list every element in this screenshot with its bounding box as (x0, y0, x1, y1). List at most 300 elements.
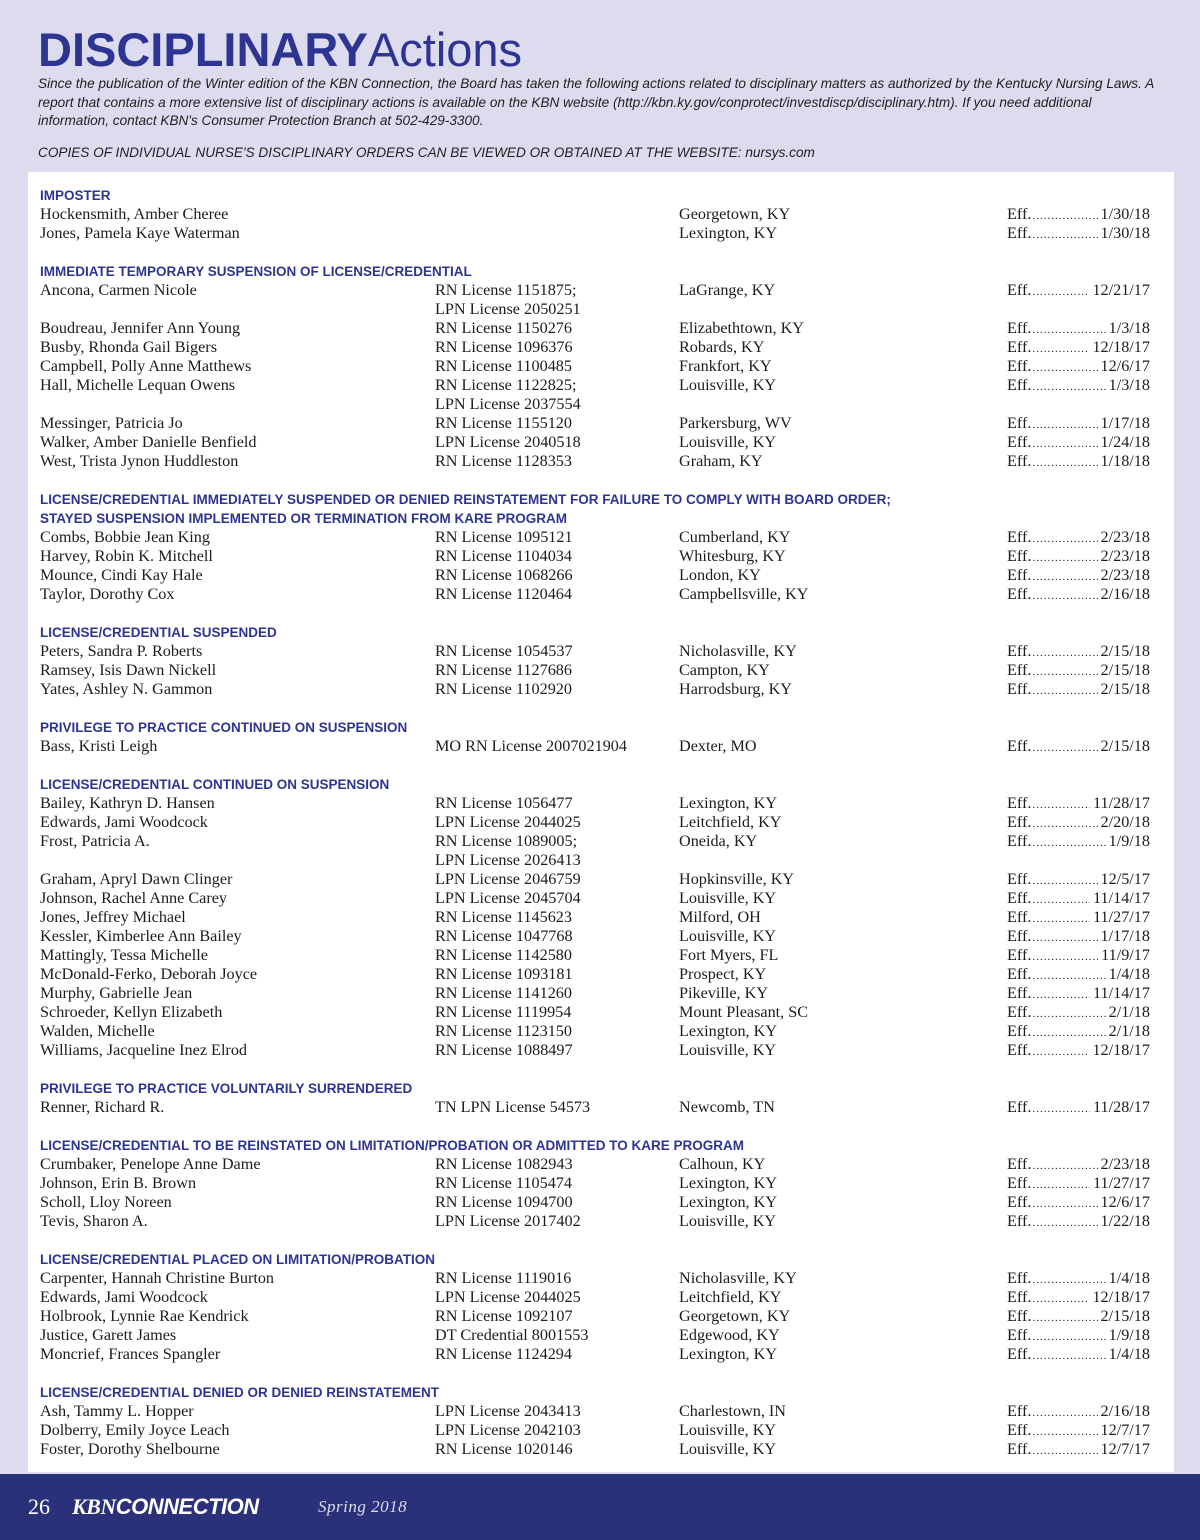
license-number: RN License 1122825; (435, 376, 577, 394)
nurse-name: Scholl, Lloy Noreen (40, 1193, 172, 1211)
location: Nicholasville, KY (679, 642, 797, 660)
license-number: RN License 1124294 (435, 1345, 572, 1363)
effective-date-value: 2/20/18 (1100, 813, 1150, 831)
section-spacer (40, 1364, 1150, 1383)
nurse-name: Mounce, Cindi Kay Hale (40, 566, 203, 584)
effective-date-value: 2/23/18 (1100, 566, 1150, 584)
dot-leader (1031, 452, 1097, 474)
nurse-name: Frost, Patricia A. (40, 832, 150, 850)
effective-label: Eff. (1007, 661, 1032, 679)
effective-date-value: 2/15/18 (1100, 1307, 1150, 1325)
nurse-name: Murphy, Gabrielle Jean (40, 984, 193, 1002)
location: Hopkinsville, KY (679, 870, 795, 888)
location: London, KY (679, 566, 761, 584)
effective-date-value: 12/18/17 (1092, 338, 1150, 356)
copies-note: COPIES OF INDIVIDUAL NURSE'S DISCIPLINARY ORDERS CAN BE VIEWED OR OBTAINED AT THE WEBSITE: nursys.com (38, 145, 815, 160)
license-number: LPN License 2040518 (435, 433, 581, 451)
effective-date-value: 12/18/17 (1092, 1041, 1150, 1059)
list-item (40, 433, 1150, 452)
effective-date-value: 1/4/18 (1108, 965, 1150, 983)
list-item (40, 319, 1150, 338)
nurse-name: Messinger, Patricia Jo (40, 414, 183, 432)
effective-label: Eff. (1007, 680, 1032, 698)
license-number: RN License 1093181 (435, 965, 573, 983)
license-number: RN License 1047768 (435, 927, 573, 945)
list-item (40, 281, 1150, 300)
nurse-name: Taylor, Dorothy Cox (40, 585, 175, 603)
section-title: PRIVILEGE TO PRACTICE CONTINUED ON SUSPENSION (40, 720, 408, 735)
nurse-name: Walden, Michelle (40, 1022, 155, 1040)
effective-date-value: 2/15/18 (1100, 642, 1150, 660)
effective-label: Eff. (1007, 224, 1032, 242)
nurse-name: Carpenter, Hannah Christine Burton (40, 1269, 275, 1287)
nurse-name: Peters, Sandra P. Roberts (40, 642, 203, 660)
license-number: LPN License 2042103 (435, 1421, 581, 1439)
nurse-name: Edwards, Jami Woodcock (40, 1288, 208, 1306)
effective-label: Eff. (1007, 832, 1032, 850)
effective-date-value: 2/15/18 (1100, 737, 1150, 755)
list-item (40, 338, 1150, 357)
nurse-name: Mattingly, Tessa Michelle (40, 946, 208, 964)
effective-date-value: 1/30/18 (1100, 205, 1150, 223)
license-number: LPN License 2026413 (435, 851, 581, 869)
license-number: RN License 1095121 (435, 528, 573, 546)
nurse-name: Combs, Bobbie Jean King (40, 528, 210, 546)
effective-label: Eff. (1007, 1212, 1032, 1230)
license-number: RN License 1141260 (435, 984, 572, 1002)
effective-date-value: 2/16/18 (1100, 1402, 1150, 1420)
section-title: IMMEDIATE TEMPORARY SUSPENSION OF LICENSE/CREDENTIAL (40, 264, 472, 279)
license-number: RN License 1145623 (435, 908, 572, 926)
list-item (40, 528, 1150, 547)
effective-label: Eff. (1007, 870, 1032, 888)
license-number: RN License 1068266 (435, 566, 573, 584)
license-number: RN License 1102920 (435, 680, 572, 698)
location: Georgetown, KY (679, 1307, 791, 1325)
nurse-name: Graham, Apryl Dawn Clinger (40, 870, 233, 888)
nurse-name: Ancona, Carmen Nicole (40, 281, 197, 299)
location: Calhoun, KY (679, 1155, 766, 1173)
effective-label: Eff. (1007, 927, 1032, 945)
location: Mount Pleasant, SC (679, 1003, 809, 1021)
list-item (40, 642, 1150, 661)
dot-leader (1031, 224, 1097, 246)
effective-label: Eff. (1007, 376, 1032, 394)
section-title: PRIVILEGE TO PRACTICE VOLUNTARILY SURRENDERED (40, 1081, 413, 1096)
nurse-name: Dolberry, Emily Joyce Leach (40, 1421, 230, 1439)
list-item (40, 566, 1150, 585)
section-spacer (40, 1231, 1150, 1250)
location: Pikeville, KY (679, 984, 769, 1002)
title-light: Actions (367, 23, 523, 76)
nurse-name: Ramsey, Isis Dawn Nickell (40, 661, 217, 679)
section-spacer (40, 471, 1150, 490)
nurse-name: Renner, Richard R. (40, 1098, 165, 1116)
nurse-name: Johnson, Erin B. Brown (40, 1174, 197, 1192)
license-number: RN License 1100485 (435, 357, 572, 375)
nurse-name: Bailey, Kathryn D. Hansen (40, 794, 215, 812)
license-number: LPN License 2044025 (435, 1288, 581, 1306)
effective-date-value: 1/3/18 (1108, 319, 1150, 337)
license-number: RN License 1142580 (435, 946, 572, 964)
effective-date (1007, 1212, 1150, 1234)
title-bold: DISCIPLINARY (38, 23, 368, 76)
location: Lexington, KY (679, 224, 778, 242)
license-number: RN License 1094700 (435, 1193, 573, 1211)
license-number: TN LPN License 54573 (435, 1098, 591, 1116)
license-number: LPN License 2045704 (435, 889, 581, 907)
effective-label: Eff. (1007, 281, 1032, 299)
effective-label: Eff. (1007, 813, 1032, 831)
effective-label: Eff. (1007, 642, 1032, 660)
page-number: 26 (28, 1494, 50, 1519)
location: Louisville, KY (679, 927, 777, 945)
location: Louisville, KY (679, 1212, 777, 1230)
nurse-name: Campbell, Polly Anne Matthews (40, 357, 252, 375)
effective-date-value: 11/14/17 (1093, 889, 1150, 907)
list-item (40, 832, 1150, 851)
effective-date-value: 2/15/18 (1100, 661, 1150, 679)
location: Louisville, KY (679, 376, 777, 394)
effective-date (1007, 1440, 1150, 1462)
dot-leader (1031, 1041, 1089, 1063)
license-number: DT Credential 8001553 (435, 1326, 589, 1344)
license-number: RN License 1127686 (435, 661, 572, 679)
dot-leader (1031, 1098, 1090, 1120)
location: LaGrange, KY (679, 281, 776, 299)
effective-date-value: 1/24/18 (1100, 433, 1150, 451)
effective-label: Eff. (1007, 1326, 1032, 1344)
effective-date (1007, 452, 1150, 474)
license-number: MO RN License 2007021904 (435, 737, 627, 755)
location: Oneida, KY (679, 832, 758, 850)
location: Louisville, KY (679, 433, 777, 451)
effective-label: Eff. (1007, 1402, 1032, 1420)
nurse-name: Jones, Pamela Kaye Waterman (40, 224, 240, 242)
license-number: RN License 1092107 (435, 1307, 573, 1325)
list-item (40, 1307, 1150, 1326)
section-spacer (40, 699, 1150, 718)
location: Frankfort, KY (679, 357, 772, 375)
section-spacer (40, 1117, 1150, 1136)
effective-date-value: 2/16/18 (1100, 585, 1150, 603)
location: Cumberland, KY (679, 528, 791, 546)
effective-label: Eff. (1007, 1421, 1032, 1439)
effective-label: Eff. (1007, 338, 1032, 356)
list-item (40, 1345, 1150, 1364)
dot-leader (1031, 680, 1097, 702)
nurse-name: Bass, Kristi Leigh (40, 737, 158, 755)
location: Edgewood, KY (679, 1326, 780, 1344)
effective-label: Eff. (1007, 965, 1032, 983)
effective-date-value: 12/6/17 (1100, 1193, 1150, 1211)
location: Lexington, KY (679, 1345, 778, 1363)
location: Newcomb, TN (679, 1098, 775, 1116)
license-number: RN License 1155120 (435, 414, 572, 432)
effective-label: Eff. (1007, 908, 1032, 926)
effective-date-value: 1/4/18 (1108, 1345, 1150, 1363)
list-item (40, 1326, 1150, 1345)
effective-label: Eff. (1007, 1345, 1032, 1363)
effective-label: Eff. (1007, 1288, 1032, 1306)
effective-date-value: 1/4/18 (1108, 1269, 1150, 1287)
effective-date-value: 1/9/18 (1108, 1326, 1150, 1344)
license-number: LPN License 2017402 (435, 1212, 581, 1230)
list-item (40, 300, 1150, 319)
effective-label: Eff. (1007, 794, 1032, 812)
effective-label: Eff. (1007, 737, 1032, 755)
effective-date-value: 12/7/17 (1100, 1421, 1150, 1439)
license-number: LPN License 2046759 (435, 870, 581, 888)
effective-date-value: 1/17/18 (1100, 414, 1150, 432)
list-item (40, 395, 1150, 414)
dot-leader (1031, 585, 1097, 607)
effective-date-value: 11/28/17 (1093, 1098, 1150, 1116)
location: Louisville, KY (679, 889, 777, 907)
license-number: RN License 1104034 (435, 547, 572, 565)
license-number: LPN License 2050251 (435, 300, 581, 318)
effective-label: Eff. (1007, 946, 1032, 964)
effective-label: Eff. (1007, 357, 1032, 375)
nurse-name: Justice, Garett James (40, 1326, 177, 1344)
section-title: LICENSE/CREDENTIAL IMMEDIATELY SUSPENDED OR DENIED REINSTATEMENT FOR FAILURE TO COMPLY WITH BOARD ORDER; (40, 492, 891, 507)
list-item (40, 1212, 1150, 1231)
effective-label: Eff. (1007, 889, 1032, 907)
list-item (40, 851, 1150, 870)
location: Leitchfield, KY (679, 1288, 782, 1306)
nurse-name: Harvey, Robin K. Mitchell (40, 547, 213, 565)
effective-date-value: 2/1/18 (1108, 1003, 1150, 1021)
license-number: RN License 1054537 (435, 642, 573, 660)
license-number: RN License 1088497 (435, 1041, 573, 1059)
page-title (38, 23, 523, 76)
location: Campton, KY (679, 661, 770, 679)
effective-date-value: 11/28/17 (1093, 794, 1150, 812)
nurse-name: Foster, Dorothy Shelbourne (40, 1440, 220, 1458)
effective-label: Eff. (1007, 585, 1032, 603)
effective-date-value: 11/14/17 (1093, 984, 1150, 1002)
dot-leader (1031, 737, 1097, 759)
section-title: STAYED SUSPENSION IMPLEMENTED OR TERMINATION FROM KARE PROGRAM (40, 511, 568, 526)
list-item (40, 224, 1150, 243)
license-number: RN License 1082943 (435, 1155, 573, 1173)
effective-label: Eff. (1007, 433, 1032, 451)
list-item (40, 1193, 1150, 1212)
effective-label: Eff. (1007, 452, 1032, 470)
kbn-connection-logo (72, 1494, 259, 1520)
license-number: LPN License 2037554 (435, 395, 581, 413)
effective-date-value: 12/6/17 (1100, 357, 1150, 375)
list-item (40, 680, 1150, 699)
location: Prospect, KY (679, 965, 767, 983)
section-spacer (40, 1060, 1150, 1079)
license-number: RN License 1150276 (435, 319, 572, 337)
license-number: RN License 1105474 (435, 1174, 572, 1192)
list-item (40, 927, 1150, 946)
license-number: LPN License 2043413 (435, 1402, 581, 1420)
section-title: LICENSE/CREDENTIAL SUSPENDED (40, 625, 277, 640)
location: Louisville, KY (679, 1041, 777, 1059)
effective-label: Eff. (1007, 1193, 1032, 1211)
issue-label: Spring 2018 (318, 1497, 408, 1516)
list-item (40, 1041, 1150, 1060)
logo-connection: CONNECTION (115, 1494, 259, 1519)
section-title: LICENSE/CREDENTIAL CONTINUED ON SUSPENSION (40, 777, 390, 792)
list-item (40, 965, 1150, 984)
location: Campbellsville, KY (679, 585, 809, 603)
list-item (40, 908, 1150, 927)
list-item (40, 1003, 1150, 1022)
effective-date (1007, 1345, 1150, 1367)
section-title: LICENSE/CREDENTIAL PLACED ON LIMITATION/PROBATION (40, 1252, 436, 1267)
section-spacer (40, 604, 1150, 623)
nurse-name: Walker, Amber Danielle Benfield (40, 433, 257, 451)
location: Robards, KY (679, 338, 765, 356)
effective-label: Eff. (1007, 1003, 1032, 1021)
nurse-name: Boudreau, Jennifer Ann Young (40, 319, 241, 337)
effective-label: Eff. (1007, 528, 1032, 546)
list-item (40, 414, 1150, 433)
nurse-name: Kessler, Kimberlee Ann Bailey (40, 927, 242, 945)
list-item (40, 357, 1150, 376)
effective-date-value: 12/18/17 (1092, 1288, 1150, 1306)
license-number: RN License 1119954 (435, 1003, 572, 1021)
list-item (40, 984, 1150, 1003)
location: Parkersburg, WV (679, 414, 792, 432)
dot-leader (1031, 1345, 1105, 1367)
effective-label: Eff. (1007, 547, 1032, 565)
location: Harrodsburg, KY (679, 680, 792, 698)
nurse-name: Moncrief, Frances Spangler (40, 1345, 221, 1363)
effective-label: Eff. (1007, 1440, 1032, 1458)
list-item (40, 1440, 1150, 1459)
effective-label: Eff. (1007, 566, 1032, 584)
effective-label: Eff. (1007, 1098, 1032, 1116)
dot-leader (1031, 1440, 1097, 1462)
list-item (40, 205, 1150, 224)
location: Charlestown, IN (679, 1402, 786, 1420)
effective-label: Eff. (1007, 1022, 1032, 1040)
effective-label: Eff. (1007, 1269, 1032, 1287)
logo-kbn: KBN (72, 1494, 116, 1519)
effective-label: Eff. (1007, 1307, 1032, 1325)
location: Elizabethtown, KY (679, 319, 804, 337)
disciplinary-list (40, 186, 1150, 1459)
effective-label: Eff. (1007, 414, 1032, 432)
list-item (40, 1421, 1150, 1440)
list-item (40, 1269, 1150, 1288)
location: Lexington, KY (679, 1193, 778, 1211)
list-item (40, 1155, 1150, 1174)
license-number: RN License 1056477 (435, 794, 573, 812)
list-item (40, 585, 1150, 604)
nurse-name: Schroeder, Kellyn Elizabeth (40, 1003, 223, 1021)
effective-date (1007, 737, 1150, 759)
location: Lexington, KY (679, 1174, 778, 1192)
effective-label: Eff. (1007, 205, 1032, 223)
location: Leitchfield, KY (679, 813, 782, 831)
section-spacer (40, 756, 1150, 775)
license-number: RN License 1020146 (435, 1440, 573, 1458)
list-item (40, 376, 1150, 395)
license-number: LPN License 2044025 (435, 813, 581, 831)
section-title: IMPOSTER (40, 188, 111, 203)
effective-date-value: 2/1/18 (1108, 1022, 1150, 1040)
page-header (0, 0, 1200, 172)
location: Lexington, KY (679, 1022, 778, 1040)
location: Louisville, KY (679, 1421, 777, 1439)
license-number: RN License 1151875; (435, 281, 577, 299)
nurse-name: Crumbaker, Penelope Anne Dame (40, 1155, 261, 1173)
list-item (40, 547, 1150, 566)
list-item (40, 889, 1150, 908)
effective-date-value: 2/23/18 (1100, 1155, 1150, 1173)
location: Milford, OH (679, 908, 761, 926)
effective-date-value: 2/23/18 (1100, 547, 1150, 565)
list-item (40, 1022, 1150, 1041)
location: Nicholasville, KY (679, 1269, 797, 1287)
location: Graham, KY (679, 452, 763, 470)
nurse-name: Tevis, Sharon A. (40, 1212, 148, 1230)
license-number: RN License 1128353 (435, 452, 572, 470)
effective-date (1007, 585, 1150, 607)
nurse-name: Busby, Rhonda Gail Bigers (40, 338, 218, 356)
list-item (40, 794, 1150, 813)
license-number: RN License 1096376 (435, 338, 573, 356)
nurse-name: Edwards, Jami Woodcock (40, 813, 208, 831)
nurse-name: Williams, Jacqueline Inez Elrod (40, 1041, 248, 1059)
effective-date-value: 1/17/18 (1100, 927, 1150, 945)
nurse-name: Ash, Tammy L. Hopper (40, 1402, 194, 1420)
list-item (40, 870, 1150, 889)
nurse-name: Hall, Michelle Lequan Owens (40, 376, 236, 394)
location: Louisville, KY (679, 1440, 777, 1458)
location: Lexington, KY (679, 794, 778, 812)
effective-date-value: 12/7/17 (1100, 1440, 1150, 1458)
effective-label: Eff. (1007, 1041, 1032, 1059)
list-item (40, 661, 1150, 680)
nurse-name: West, Trista Jynon Huddleston (40, 452, 239, 470)
effective-date (1007, 1098, 1150, 1120)
effective-date-value: 12/21/17 (1092, 281, 1150, 299)
section-title: LICENSE/CREDENTIAL DENIED OR DENIED REINSTATEMENT (40, 1385, 440, 1400)
nurse-name: Yates, Ashley N. Gammon (40, 680, 213, 698)
effective-date-value: 1/3/18 (1108, 376, 1150, 394)
nurse-name: Jones, Jeffrey Michael (40, 908, 186, 926)
list-item (40, 813, 1150, 832)
location: Fort Myers, FL (679, 946, 779, 964)
license-number: RN License 1119016 (435, 1269, 572, 1287)
location: Whitesburg, KY (679, 547, 786, 565)
effective-date (1007, 1041, 1150, 1063)
intro-paragraph: Since the publication of the Winter edition of the KBN Connection, the Board has taken the following actions related to disciplinary matters as authorized by the Kentucky Nursing Laws. A report that contains a more extensive list of disciplinary actions is available on the KBN website (http://kbn.ky.gov/conprotect/investdiscp/disciplinary.htm). If you need additional information, contact KBN's Consumer Protection Branch at 502-429-3300. (38, 76, 1154, 128)
effective-date-value: 1/18/18 (1100, 452, 1150, 470)
list-item (40, 946, 1150, 965)
section-spacer (40, 243, 1150, 262)
nurse-name: McDonald-Ferko, Deborah Joyce (40, 965, 258, 983)
list-item (40, 452, 1150, 471)
nurse-name: Holbrook, Lynnie Rae Kendrick (40, 1307, 249, 1325)
location: Georgetown, KY (679, 205, 791, 223)
section-title: LICENSE/CREDENTIAL TO BE REINSTATED ON LIMITATION/PROBATION OR ADMITTED TO KARE PROGRAM (40, 1138, 745, 1153)
effective-date-value: 2/15/18 (1100, 680, 1150, 698)
dot-leader (1031, 1212, 1097, 1234)
nurse-name: Johnson, Rachel Anne Carey (40, 889, 228, 907)
license-number: RN License 1123150 (435, 1022, 572, 1040)
effective-label: Eff. (1007, 319, 1032, 337)
list-item (40, 1402, 1150, 1421)
license-number: RN License 1120464 (435, 585, 572, 603)
